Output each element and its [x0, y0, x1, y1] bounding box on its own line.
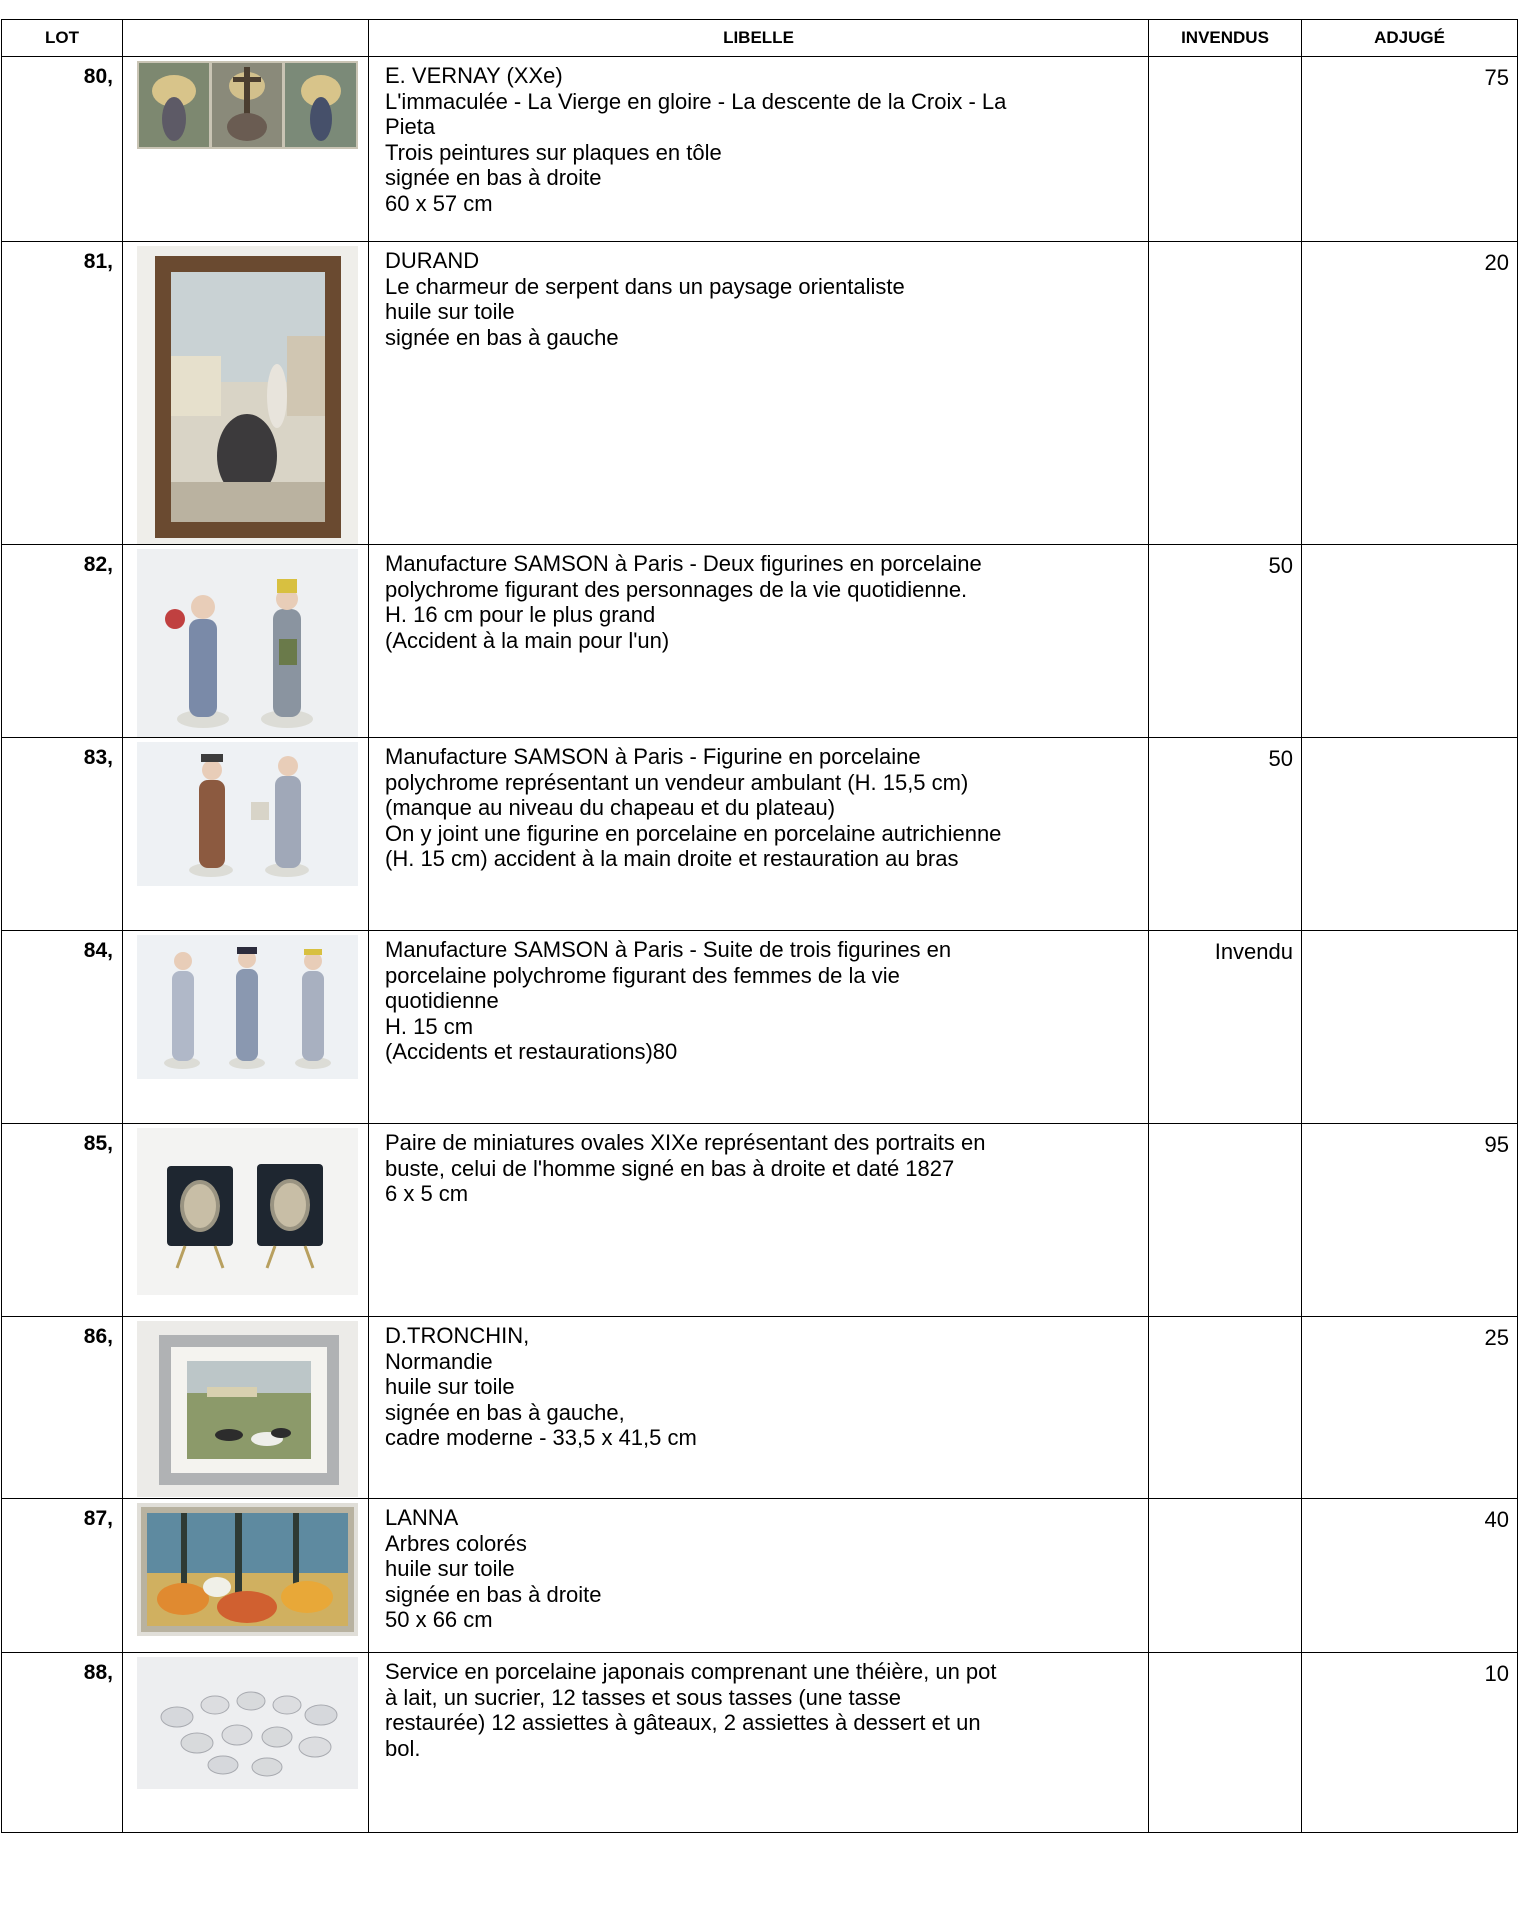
religious-triptych-painting-photo [137, 61, 358, 149]
lot-number: 82, [2, 545, 123, 738]
description-line: signée en bas à gauche, [385, 1399, 625, 1425]
description-line: signée en bas à gauche [385, 324, 619, 350]
description-line: Service en porcelaine japonais comprenant une théière, un pot [385, 1659, 997, 1684]
description-line: buste, celui de l'homme signé en bas à droite et daté 1827 [385, 1155, 955, 1181]
porcelain-figurines-photo [137, 742, 358, 886]
header-adjuge: ADJUGÉ [1302, 20, 1518, 57]
table-row [2, 1653, 1518, 1833]
description-line: (Accidents et restaurations)80 [385, 1039, 678, 1064]
description-line: Le charmeur de serpent dans un paysage orientaliste [385, 273, 905, 299]
invendus-value [1149, 242, 1302, 545]
lot-number: 87, [2, 1499, 123, 1653]
table-row [2, 1124, 1518, 1317]
lot-description [369, 57, 1149, 242]
porcelain-figurines-photo [137, 549, 358, 737]
lot-number: 83, [2, 738, 123, 931]
lot-number: 80, [2, 57, 123, 242]
description-line: 6 x 5 cm [385, 1181, 469, 1206]
description-line: huile sur toile [385, 1374, 515, 1399]
lot-number: 81, [2, 242, 123, 545]
description-line: (Accident à la main pour l'un) [385, 627, 670, 653]
invendus-value [1149, 57, 1302, 242]
colored-trees-painting-photo [137, 1503, 358, 1636]
description-line: bol. [385, 1735, 421, 1761]
description-line: H. 15 cm [385, 1013, 474, 1039]
header-image [123, 20, 369, 57]
description-line: Arbres colorés [385, 1530, 527, 1556]
description-line: (H. 15 cm) accident à la main droite et restauration au bras [385, 846, 959, 871]
lot-description [369, 1653, 1149, 1833]
table-row [2, 738, 1518, 931]
description-line: Manufacture SAMSON à Paris - Suite de trois figurines en [385, 937, 952, 962]
description-line: huile sur toile [385, 299, 515, 324]
description-line: Paire de miniatures ovales XIXe représentant des portraits en [385, 1130, 986, 1155]
porcelain-figurines-photo [137, 935, 358, 1079]
header-libelle: LIBELLE [369, 20, 1149, 57]
description-line: Normandie [385, 1348, 493, 1374]
invendus-value [1149, 1317, 1302, 1499]
description-line: L'immaculée - La Vierge en gloire - La descente de la Croix - La [385, 88, 1007, 114]
invendus-value: 50 [1149, 545, 1302, 738]
description-line: H. 16 cm pour le plus grand [385, 602, 656, 627]
header-lot: LOT [2, 20, 123, 57]
description-line: Manufacture SAMSON à Paris - Figurine en porcelaine [385, 744, 921, 769]
description-line: polychrome représentant un vendeur ambulant (H. 15,5 cm) [385, 769, 969, 795]
adjuge-value [1302, 545, 1518, 738]
table-row [2, 242, 1518, 545]
description-line: DURAND [385, 248, 480, 273]
invendus-value [1149, 1653, 1302, 1833]
description-line: Pieta [385, 114, 436, 139]
description-line: quotidienne [385, 988, 499, 1013]
lot-number: 88, [2, 1653, 123, 1833]
adjuge-value: 20 [1302, 242, 1518, 545]
adjuge-value: 75 [1302, 57, 1518, 242]
adjuge-value: 95 [1302, 1124, 1518, 1317]
description-line: LANNA [385, 1505, 459, 1530]
description-line: Manufacture SAMSON à Paris - Deux figurines en porcelaine [385, 551, 982, 576]
description-line: signée en bas à droite [385, 1581, 602, 1607]
invendus-value [1149, 1499, 1302, 1653]
lot-description [369, 242, 1149, 545]
lot-number: 84, [2, 931, 123, 1124]
lot-description [369, 1124, 1149, 1317]
invendus-value [1149, 1124, 1302, 1317]
description-line: E. VERNAY (XXe) [385, 63, 563, 88]
porcelain-tea-service-photo [137, 1657, 358, 1789]
description-line: cadre moderne - 33,5 x 41,5 cm [385, 1425, 697, 1450]
description-line: porcelaine polychrome figurant des femmes de la vie [385, 962, 900, 988]
description-line: (manque au niveau du chapeau et du plateau) [385, 795, 836, 820]
lot-description [369, 1317, 1149, 1499]
description-line: On y joint une figurine en porcelaine en porcelaine autrichienne [385, 820, 1002, 846]
description-line: D.TRONCHIN, [385, 1323, 530, 1348]
description-line: 60 x 57 cm [385, 190, 493, 216]
lot-description [369, 1499, 1149, 1653]
header-invendus: INVENDUS [1149, 20, 1302, 57]
adjuge-value: 40 [1302, 1499, 1518, 1653]
lot-description [369, 738, 1149, 931]
table-row [2, 1499, 1518, 1653]
framed-landscape-painting-photo [137, 1321, 358, 1497]
table-row [2, 931, 1518, 1124]
description-line: signée en bas à droite [385, 165, 602, 190]
invendus-value: 50 [1149, 738, 1302, 931]
adjuge-value [1302, 738, 1518, 931]
lot-number: 85, [2, 1124, 123, 1317]
lot-description [369, 545, 1149, 738]
adjuge-value: 25 [1302, 1317, 1518, 1499]
description-line: polychrome figurant des personnages de la vie quotidienne. [385, 576, 968, 602]
table-row [2, 57, 1518, 242]
header-row [2, 20, 1518, 57]
auction-results-table [1, 19, 1518, 1833]
adjuge-value: 10 [1302, 1653, 1518, 1833]
description-line: huile sur toile [385, 1556, 515, 1581]
description-line: à lait, un sucrier, 12 tasses et sous tasses (une tasse [385, 1684, 902, 1710]
lot-number: 86, [2, 1317, 123, 1499]
oval-miniature-portraits-photo [137, 1128, 358, 1295]
table-row [2, 545, 1518, 738]
table-row [2, 1317, 1518, 1499]
description-line: restaurée) 12 assiettes à gâteaux, 2 assiettes à dessert et un [385, 1710, 981, 1735]
description-line: Trois peintures sur plaques en tôle [385, 139, 722, 165]
framed-orientalist-painting-photo [137, 246, 358, 544]
description-line: 50 x 66 cm [385, 1607, 493, 1632]
adjuge-value [1302, 931, 1518, 1124]
lot-description [369, 931, 1149, 1124]
invendus-value: Invendu [1149, 931, 1302, 1124]
